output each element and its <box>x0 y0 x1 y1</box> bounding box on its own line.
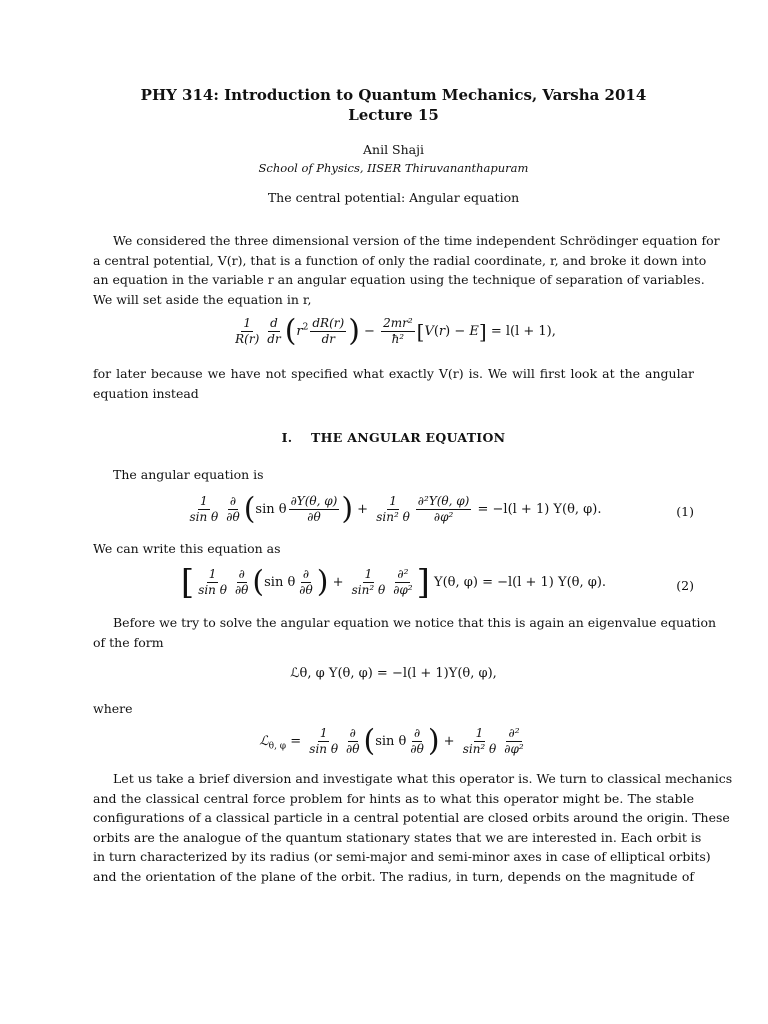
rewrite-text-block <box>93 539 694 559</box>
angular-intro-text: The angular equation is <box>113 467 264 482</box>
eigen-paragraph <box>93 613 717 652</box>
intro-line: a central potential, V(r), that is a function of only the radial coordinate, r, and broke it down into <box>93 252 707 268</box>
section-title: THE ANGULAR EQUATION <box>311 430 506 445</box>
eigen-line: of the form <box>93 634 164 650</box>
lecture-number: Lecture 15 <box>348 106 439 124</box>
diversion-line: Let us take a brief diversion and investigate what this operator is. We turn to classical mechanics <box>113 771 733 786</box>
rewrite-text: We can write this equation as <box>93 541 281 556</box>
eigen-line: Before we try to solve the angular equation we notice that this is again an eigenvalue equation <box>113 615 717 630</box>
course-title: PHY 314: Introduction to Quantum Mechanics, Varsha 2014 <box>140 86 647 104</box>
after-radial-line: for later because we have not specified what exactly V(r) is. We will first look at the angular <box>93 366 694 381</box>
after-radial-line: equation instead <box>93 385 199 401</box>
equation-2-number: (2) <box>676 578 694 593</box>
diversion-line: in turn characterized by its radius (or semi-major and semi-minor axes in case of elliptical orbits) <box>93 849 711 864</box>
affiliation: School of Physics, IISER Thiruvananthapuram <box>258 161 529 175</box>
operator-definition: ℒ$_{\theta, \varphi}$ = $\frac{1}{\text{sin θ}}$ $\frac{\partial}{\partial\theta}$ (sin θ $\frac{\partial}{\partial\theta}$ ) + $\frac{1}{\text{sin² θ}}$ $\frac{\text{∂²}}{\text{∂φ²}}$ <box>259 723 524 759</box>
radial-equation-rhs: = l(l + 1), <box>490 324 556 339</box>
diversion-line: configurations of a classical particle in a central potential are closed orbits around the origin. These <box>93 810 730 825</box>
intro-line: an equation in the variable r an angular equation using the technique of separation of variables. <box>93 272 705 287</box>
after-radial-paragraph <box>93 364 694 403</box>
diversion-paragraph <box>93 769 733 886</box>
author-name: Anil Shaji <box>363 142 424 157</box>
where-text: where <box>93 701 133 716</box>
equation-1-number: (1) <box>676 504 694 519</box>
intro-line: We considered the three dimensional version of the time independent Schrödinger equation for <box>113 233 720 248</box>
diversion-line: orbits are the analogue of the quantum stationary states that we are interested in. Each orbit is <box>93 829 702 845</box>
lecture-topic: The central potential: Angular equation <box>267 190 520 205</box>
equation-1-rhs: = −l(l + 1) Y(θ, φ). <box>477 502 602 517</box>
angular-equation-1: $\frac{1}{\text{sin θ}}$ $\frac{\partial}{\partial\theta}$ (sin θ $\frac{\partial Y(\theta, \varphi)}{\partial\theta}$ ) + $\frac{1}{\text{sin² θ}}$ $\frac{\text{∂²Y(θ, φ)}}{\text{∂φ²}}$ = −l(l + 1) Y(θ, φ). <box>189 491 602 527</box>
section-heading <box>93 430 694 445</box>
diversion-line: and the orientation of the plane of the orbit. The radius, in turn, depends on the magnitude of <box>93 868 694 884</box>
equation-2-rhs: Y(θ, φ) = −l(l + 1) Y(θ, φ). <box>434 575 607 590</box>
section-number: I. <box>281 430 293 445</box>
eigenvalue-equation: ℒθ, φ Y(θ, φ) = −l(l + 1)Y(θ, φ), <box>290 666 497 681</box>
intro-line: We will set aside the equation in r, <box>93 291 312 307</box>
intro-paragraph <box>93 231 720 309</box>
angular-intro <box>93 465 694 485</box>
radial-equation: $\frac{1}{R(r)}$ $\frac{d}{dr}$ ($r^2$ $\frac{dR(r)}{dr}$ ) − $\frac{\text{2mr²}}{\text{ħ²}}$ [V(r) − E] = l(l + 1), <box>235 313 556 349</box>
where-block <box>93 699 694 719</box>
diversion-line: and the classical central force problem for hints as to what this operator might be. The stable <box>93 790 694 806</box>
angular-equation-2: [ $\frac{1}{\text{sin θ}}$ $\frac{\partial}{\partial\theta}$ (sin θ $\frac{\partial}{\partial\theta}$ ) + $\frac{1}{\text{sin² θ}}$ $\frac{\text{∂²}}{\text{∂φ²}}$ ] Y(θ, φ) = −l(l + 1) Y(θ, φ). <box>180 562 607 603</box>
